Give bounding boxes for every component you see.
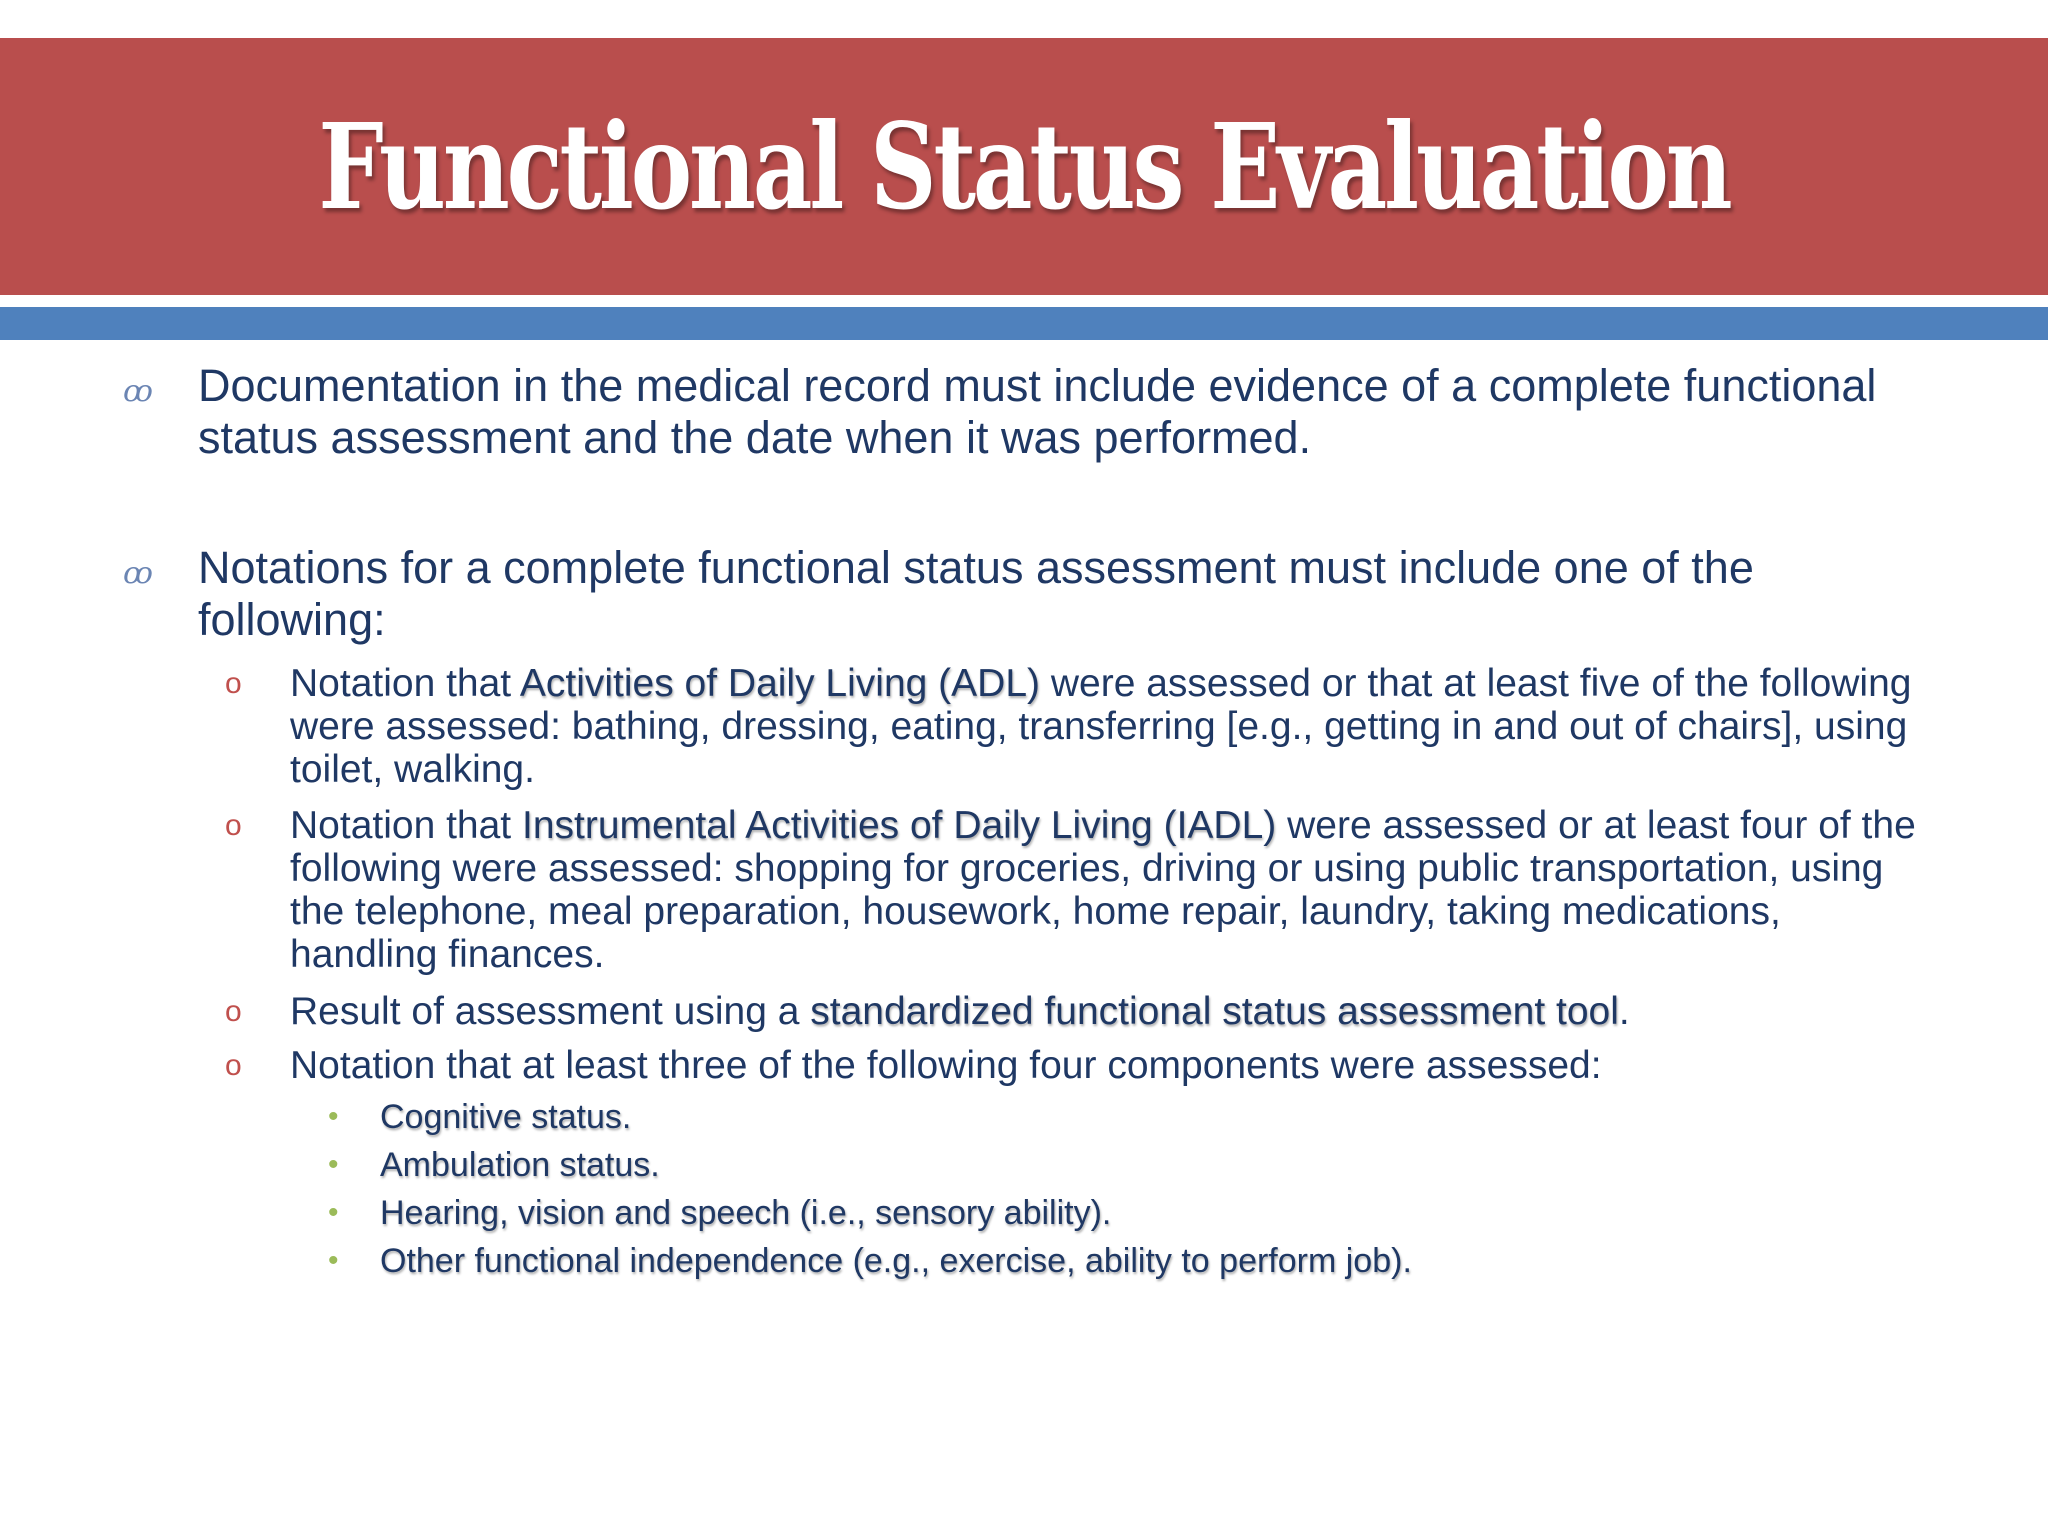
sub-bullet-post: were assessed or at least four of the following were assessed: shopping for groceries, driving or using public transportation, using the telephone, meal preparation, housework, home repair, laundry, taking medications, handling finances. [290, 804, 1916, 976]
sub-bullet-pre: Notation that [290, 804, 522, 847]
dot-bullet-icon: • [328, 1244, 339, 1277]
sub-bullet-highlight: Instrumental Activities of Daily Living (IADL) [521, 804, 1277, 847]
sub-bullet-item [225, 990, 1930, 1033]
dot-bullet-icon: • [328, 1100, 339, 1133]
sub-bullet-item [225, 662, 1930, 791]
bullet-text: Documentation in the medical record must include evidence of a complete functional status assessment and the date when it was performed. [198, 360, 1877, 463]
sub-bullet-post: . [1618, 990, 1630, 1033]
dot-bullet-icon: • [328, 1148, 339, 1181]
sub-sub-bullet-text: Cognitive status. [380, 1098, 632, 1136]
sub-sub-bullet-text: Hearing, vision and speech (i.e., sensory ability). [380, 1194, 1112, 1232]
sub-bullet-post: were assessed or that at least five of the following were assessed: bathing, dressing, eating, transferring [e.g., getting in and out of chairs], using toilet, walking. [290, 662, 1912, 791]
sub-sub-bullet-text: Ambulation status. [380, 1146, 660, 1184]
sub-sub-bullet-text: Other functional independence (e.g., exercise, ability to perform job). [380, 1242, 1412, 1280]
title-divider-gap [0, 295, 2048, 307]
sub-bullet-highlight: standardized functional status assessment tool [810, 990, 1619, 1033]
bullet-text: Notations for a complete functional status assessment must include one of the following: [198, 542, 1754, 645]
slide-title: Functional Status Evaluation [318, 97, 1730, 236]
sub-sub-bullet-item [328, 1097, 1940, 1137]
sub-bullet-pre: Notation that at least three of the following four components were assessed: [290, 1044, 1602, 1087]
circle-bullet-icon: o [225, 809, 242, 842]
bullet-item [123, 360, 1928, 464]
scroll-bullet-icon: ꝏ [123, 374, 153, 409]
scroll-bullet-icon: ꝏ [123, 556, 153, 591]
circle-bullet-icon: o [225, 667, 242, 700]
title-divider-rule [0, 307, 2048, 340]
sub-sub-bullet-item [328, 1241, 1940, 1281]
sub-bullet-highlight: Activities of Daily Living (ADL) [519, 662, 1041, 705]
sub-bullet-pre: Result of assessment using a [290, 990, 811, 1033]
bullet-item [123, 542, 1928, 646]
circle-bullet-icon: o [225, 1049, 242, 1082]
sub-bullet-item [225, 1044, 1930, 1087]
dot-bullet-icon: • [328, 1196, 339, 1229]
sub-sub-bullet-item [328, 1145, 1940, 1185]
sub-bullet-pre: Notation that [290, 662, 520, 705]
circle-bullet-icon: o [225, 995, 242, 1028]
sub-bullet-item [225, 804, 1930, 976]
sub-sub-bullet-item [328, 1193, 1940, 1233]
